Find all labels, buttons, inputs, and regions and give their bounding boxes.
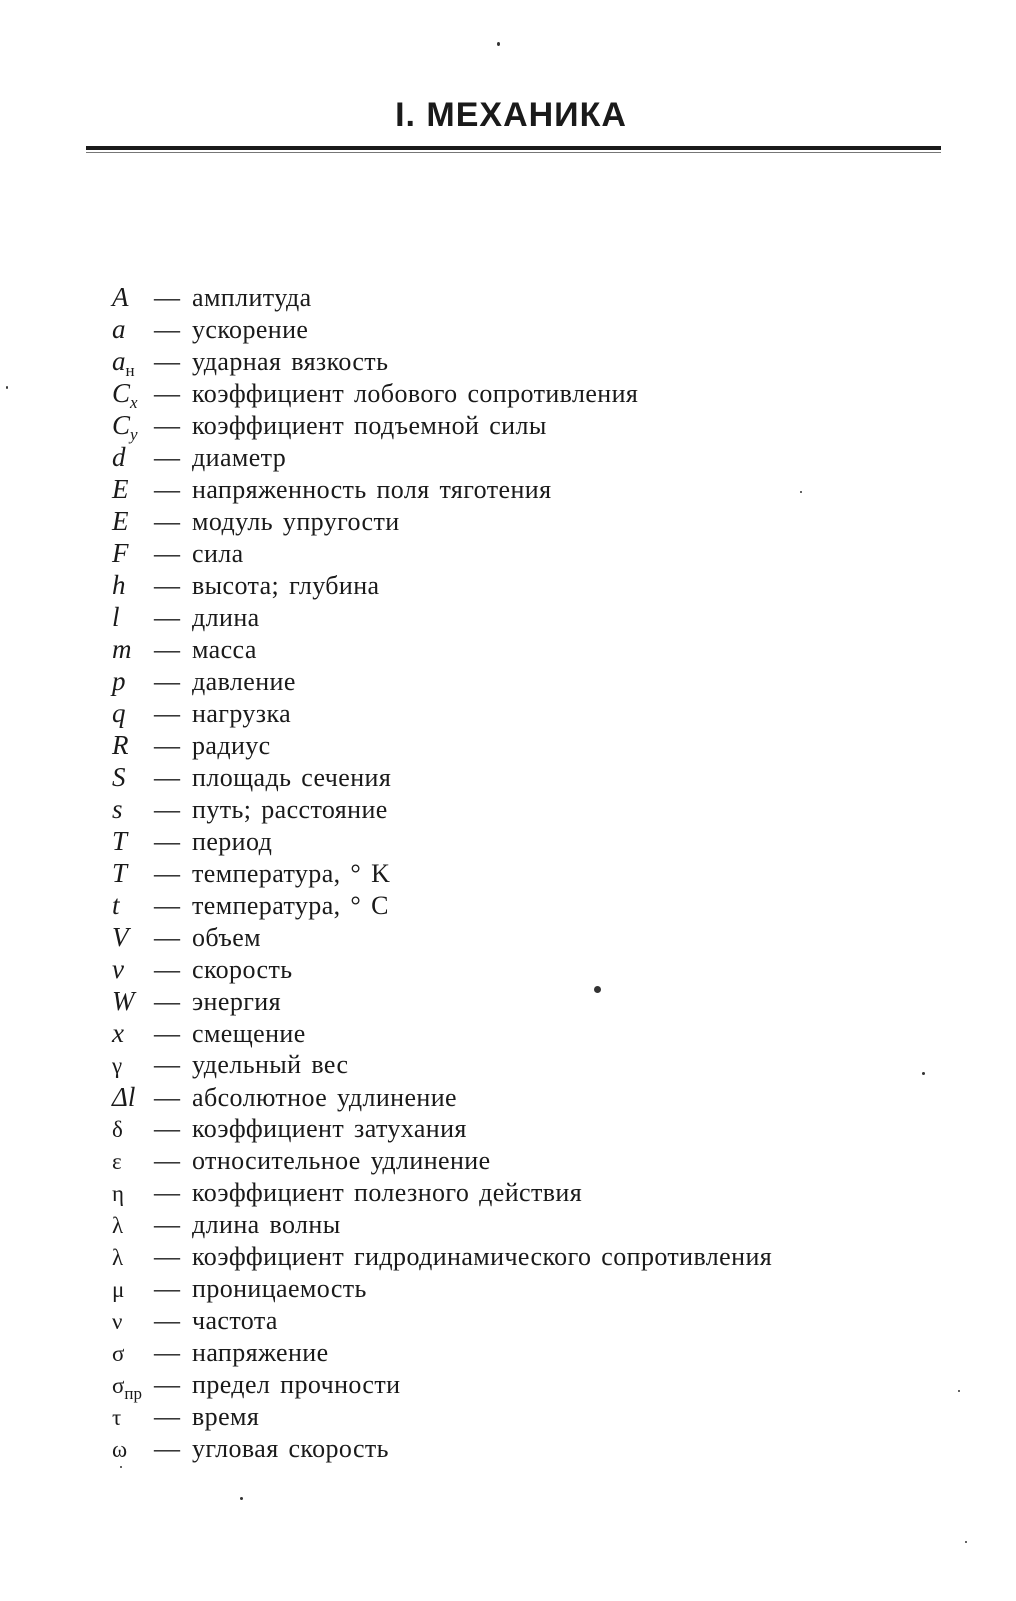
dash: — (154, 315, 180, 344)
dash: — (154, 379, 180, 408)
symbol (112, 985, 154, 1017)
symbol-description: удельный вес (192, 1050, 349, 1079)
symbol-main: λ (112, 1245, 124, 1270)
list-item (112, 761, 772, 793)
symbol (112, 345, 154, 380)
dash: — (154, 763, 180, 792)
symbol-main: E (112, 506, 129, 536)
dash: — (154, 1210, 180, 1239)
dash: — (154, 1370, 180, 1399)
list-item (112, 985, 772, 1017)
symbol-description: длина (192, 603, 260, 632)
symbol-list (112, 281, 772, 1465)
list-item (112, 345, 772, 380)
symbol-main: η (112, 1181, 125, 1206)
symbol-description: температура, ° K (192, 859, 391, 888)
symbol-main: d (112, 442, 126, 472)
symbol-description: время (192, 1402, 260, 1431)
symbol (112, 793, 154, 825)
symbol-description: период (192, 827, 273, 856)
dash: — (154, 1402, 180, 1431)
print-speck (6, 386, 8, 389)
symbol-main: σ (112, 1341, 125, 1366)
list-item (112, 1081, 772, 1113)
print-speck (594, 986, 601, 993)
print-speck (497, 42, 500, 46)
dash: — (154, 859, 180, 888)
symbol-description: коэффициент затухания (192, 1114, 467, 1143)
symbol-description: высота; глубина (192, 571, 380, 600)
symbol (112, 1017, 154, 1049)
symbol (112, 1081, 154, 1113)
symbol-description: напряженность поля тяготения (192, 475, 552, 504)
symbol-description: радиус (192, 731, 271, 760)
symbol (112, 1306, 154, 1338)
symbol-description: ускорение (192, 315, 309, 344)
list-item (112, 409, 772, 444)
title-rule-thin (86, 152, 941, 153)
symbol (112, 697, 154, 729)
symbol-main: δ (112, 1117, 123, 1142)
print-speck (800, 491, 802, 493)
dash: — (154, 347, 180, 376)
symbol-description: сила (192, 539, 244, 568)
symbol-main: ν (112, 1309, 123, 1334)
print-speck (922, 1072, 925, 1075)
symbol-main: R (112, 730, 129, 760)
symbol-main: V (112, 922, 129, 952)
symbol (112, 1242, 154, 1274)
list-item (112, 857, 772, 889)
symbol (112, 953, 154, 985)
symbol-main: p (112, 666, 126, 696)
page-title: I. МЕХАНИКА (395, 96, 627, 134)
dash: — (154, 987, 180, 1016)
list-item (112, 1113, 772, 1145)
list-item (112, 441, 772, 473)
symbol (112, 409, 154, 444)
symbol-description: ударная вязкость (192, 347, 389, 376)
symbol-main: T (112, 858, 128, 888)
symbol-description: площадь сечения (192, 763, 392, 792)
symbol-main: τ (112, 1405, 122, 1430)
symbol-subscript: н (125, 361, 135, 380)
symbol (112, 505, 154, 537)
symbol-subscript: пр (124, 1384, 143, 1403)
dash: — (154, 731, 180, 760)
dash: — (154, 411, 180, 440)
list-item (112, 889, 772, 921)
list-item (112, 505, 772, 537)
dash: — (154, 443, 180, 472)
title-rule (86, 146, 941, 150)
symbol-main: l (112, 602, 120, 632)
dash: — (154, 667, 180, 696)
symbol-description: проницаемость (192, 1274, 367, 1303)
symbol (112, 281, 154, 313)
list-item (112, 921, 772, 953)
symbol-main: a (112, 346, 126, 376)
symbol (112, 1402, 154, 1434)
list-item (112, 697, 772, 729)
symbol-description: напряжение (192, 1338, 329, 1367)
symbol (112, 729, 154, 761)
dash: — (154, 1274, 180, 1303)
symbol-main: t (112, 890, 120, 920)
dash: — (154, 1242, 180, 1271)
list-item (112, 569, 772, 601)
symbol (112, 1146, 154, 1178)
list-item (112, 1241, 772, 1273)
symbol-main: s (112, 794, 123, 824)
symbol (112, 633, 154, 665)
symbol (112, 1274, 154, 1306)
symbol-main: Δl (112, 1082, 136, 1112)
print-speck (120, 1466, 122, 1468)
list-item (112, 537, 772, 569)
print-speck (240, 1497, 243, 1500)
symbol (112, 313, 154, 345)
dash: — (154, 955, 180, 984)
list-item (112, 793, 772, 825)
list-item (112, 473, 772, 505)
list-item (112, 1273, 772, 1305)
symbol-description: диаметр (192, 443, 287, 472)
dash: — (154, 891, 180, 920)
symbol-description: масса (192, 635, 257, 664)
symbol-description: скорость (192, 955, 293, 984)
symbol-description: относительное удлинение (192, 1146, 491, 1175)
dash: — (154, 1434, 180, 1463)
dash: — (154, 1178, 180, 1207)
symbol-main: C (112, 410, 131, 440)
print-speck (958, 1390, 960, 1392)
dash: — (154, 635, 180, 664)
list-item (112, 1369, 772, 1401)
symbol (112, 473, 154, 505)
list-item (112, 665, 772, 697)
symbol (112, 1370, 154, 1402)
dash: — (154, 1306, 180, 1335)
symbol (112, 889, 154, 921)
symbol-main: μ (112, 1277, 125, 1302)
list-item (112, 377, 772, 412)
symbol (112, 1178, 154, 1210)
symbol-main: σ (112, 1373, 125, 1398)
list-item (112, 601, 772, 633)
list-item (112, 729, 772, 761)
list-item (112, 1209, 772, 1241)
symbol-main: a (112, 314, 126, 344)
symbol (112, 825, 154, 857)
symbol-description: абсолютное удлинение (192, 1083, 457, 1112)
symbol (112, 569, 154, 601)
list-item (112, 313, 772, 345)
symbol-description: коэффициент подъемной силы (192, 411, 547, 440)
symbol-main: λ (112, 1213, 124, 1238)
list-item (112, 1337, 772, 1369)
symbol (112, 857, 154, 889)
symbol-description: энергия (192, 987, 281, 1016)
dash: — (154, 507, 180, 536)
dash: — (154, 603, 180, 632)
symbol (112, 665, 154, 697)
symbol (112, 761, 154, 793)
symbol (112, 377, 154, 412)
symbol (112, 1114, 154, 1146)
symbol-description: путь; расстояние (192, 795, 388, 824)
symbol-main: T (112, 826, 128, 856)
list-item (112, 281, 772, 313)
symbol-description: смещение (192, 1019, 306, 1048)
symbol-description: угловая скорость (192, 1434, 389, 1463)
dash: — (154, 1019, 180, 1048)
symbol-description: температура, ° C (192, 891, 389, 920)
symbol-main: q (112, 698, 126, 728)
symbol (112, 537, 154, 569)
symbol (112, 601, 154, 633)
symbol-main: x (112, 1018, 124, 1048)
symbol-main: ε (112, 1149, 122, 1174)
symbol-main: S (112, 762, 126, 792)
dash: — (154, 539, 180, 568)
symbol-main: h (112, 570, 126, 600)
symbol-main: W (112, 986, 135, 1016)
list-item (112, 1305, 772, 1337)
symbol (112, 1434, 154, 1466)
list-item (112, 1433, 772, 1465)
symbol-description: коэффициент гидродинамического сопротивления (192, 1242, 773, 1271)
symbol-main: A (112, 282, 129, 312)
symbol-description: нагрузка (192, 699, 292, 728)
dash: — (154, 1050, 180, 1079)
list-item (112, 633, 772, 665)
list-item (112, 953, 772, 985)
dash: — (154, 699, 180, 728)
symbol-description: объем (192, 923, 262, 952)
symbol (112, 1338, 154, 1370)
list-item (112, 825, 772, 857)
list-item (112, 1177, 772, 1209)
symbol-description: длина волны (192, 1210, 341, 1239)
symbol-main: m (112, 634, 132, 664)
symbol-description: модуль упругости (192, 507, 400, 536)
symbol (112, 441, 154, 473)
symbol-description: предел прочности (192, 1370, 401, 1399)
dash: — (154, 827, 180, 856)
symbol (112, 1050, 154, 1082)
symbol-description: коэффициент лобового сопротивления (192, 379, 639, 408)
list-item (112, 1017, 772, 1049)
symbol-main: γ (112, 1053, 123, 1078)
dash: — (154, 923, 180, 952)
dash: — (154, 1083, 180, 1112)
symbol (112, 921, 154, 953)
list-item (112, 1049, 772, 1081)
symbol-description: частота (192, 1306, 278, 1335)
dash: — (154, 1114, 180, 1143)
symbol (112, 1210, 154, 1242)
symbol-description: коэффициент полезного действия (192, 1178, 583, 1207)
dash: — (154, 475, 180, 504)
list-item (112, 1401, 772, 1433)
symbol-main: v (112, 954, 124, 984)
symbol-subscript: y (130, 425, 138, 444)
print-speck (965, 1541, 967, 1543)
symbol-main: F (112, 538, 129, 568)
symbol-main: ω (112, 1437, 128, 1462)
dash: — (154, 283, 180, 312)
dash: — (154, 795, 180, 824)
list-item (112, 1145, 772, 1177)
dash: — (154, 1338, 180, 1367)
symbol-description: давление (192, 667, 296, 696)
symbol-main: E (112, 474, 129, 504)
dash: — (154, 1146, 180, 1175)
symbol-main: C (112, 378, 131, 408)
symbol-description: амплитуда (192, 283, 312, 312)
dash: — (154, 571, 180, 600)
symbol-subscript: x (130, 393, 138, 412)
